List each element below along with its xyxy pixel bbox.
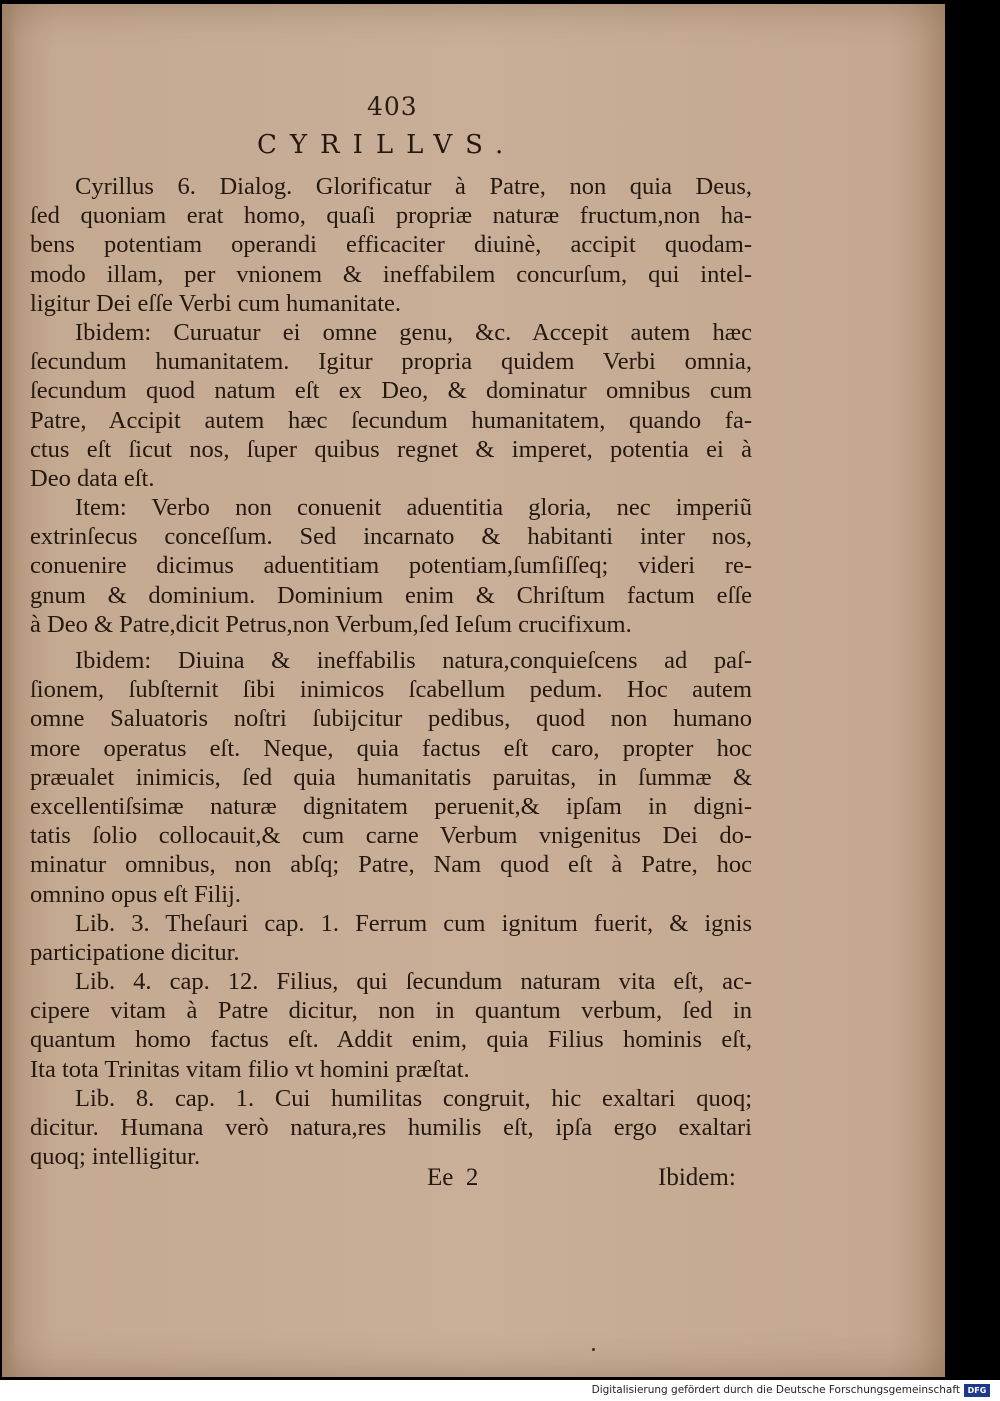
text-line: cipere vitam à Patre dicitur, non in quantum verbum, ſed in bbox=[30, 997, 752, 1025]
text-line: à Deo & Patre,dicit Petrus,non Verbum,ſed Ieſum crucifixum. bbox=[30, 610, 632, 638]
running-head: CYRILLVS. bbox=[257, 130, 517, 160]
text-line: Item: Verbo non conuenit aduentitia gloria, nec imperiũ bbox=[75, 494, 752, 522]
text-line: ſed quoniam erat homo, quaſi propriæ naturæ fructum,non ha- bbox=[30, 202, 752, 230]
text-line: ſecundum humanitatem. Igitur propria quidem Verbi omnia, bbox=[30, 348, 752, 376]
text-line: Lib. 8. cap. 1. Cui humilitas congruit, hic exaltari quoq; bbox=[75, 1084, 752, 1112]
ink-speck bbox=[592, 1348, 595, 1351]
text-line: Ita tota Trinitas vitam filio vt homini præſtat. bbox=[30, 1055, 470, 1083]
text-line: Lib. 4. cap. 12. Filius, qui ſecundum naturam vita eſt, ac- bbox=[75, 968, 752, 996]
dfg-logo: DFG bbox=[964, 1384, 990, 1397]
text-line: gnum & dominium. Dominium enim & Chriſtum factum eſſe bbox=[30, 581, 752, 609]
paragraph-gap bbox=[30, 639, 752, 646]
text-line: bens potentiam operandi efficaciter diuinè, accipit quodam- bbox=[30, 231, 752, 259]
text-line: tatis ſolio collocauit,& cum carne Verbum vnigenitus Dei do- bbox=[30, 822, 752, 850]
catchword: Ibidem: bbox=[658, 1164, 736, 1191]
page-number: 403 bbox=[367, 92, 418, 121]
text-line: extrinſecus conceſſum. Sed incarnato & habitanti inter nos, bbox=[30, 523, 752, 551]
text-line: omne Saluatoris noſtri ſubijcitur pedibus, quod non humano bbox=[30, 705, 752, 733]
text-line: Cyrillus 6. Dialog. Glorificatur à Patre, non quia Deus, bbox=[75, 173, 752, 200]
text-line: omnino opus eſt Filij. bbox=[30, 880, 241, 908]
digitization-credit: Digitalisierung gefördert durch die Deutsche Forschungsgemeinschaft bbox=[591, 1384, 960, 1396]
paragraph bbox=[30, 493, 752, 639]
text-line: præualet inimicis, ſed quia humanitatis paruitas, in ſummæ & bbox=[30, 763, 752, 791]
text-line: Ibidem: Diuina & ineffabilis natura,conquieſcens ad paſ- bbox=[75, 647, 752, 674]
text-line: dicitur. Humana verò natura,res humilis eſt, ipſa ergo exaltari bbox=[30, 1114, 752, 1141]
paragraph bbox=[30, 967, 752, 1084]
text-line: Deo data eſt. bbox=[30, 464, 155, 492]
text-line: more operatus eſt. Neque, quia factus eſt caro, propter hoc bbox=[30, 734, 752, 762]
text-line: ligitur Dei eſſe Verbi cum humanitate. bbox=[30, 289, 402, 317]
text-line: ctus eſt ſicut nos, ſuper quibus regnet & imperet, potentia ei à bbox=[30, 435, 752, 463]
text-line: Patre, Accipit autem hæc ſecundum humanitatem, quando fa- bbox=[30, 406, 752, 434]
paragraph bbox=[30, 1084, 752, 1172]
text-line: conuenire dicimus aduentitiam potentiam,ſumſiſſeq; videri re- bbox=[30, 552, 752, 580]
text-line: ſecundum quod natum eſt ex Deo, & dominatur omnibus cum bbox=[30, 377, 752, 405]
text-body bbox=[30, 172, 752, 1171]
text-line: excellentiſsimæ naturæ dignitatem peruenit,& ipſam in digni- bbox=[30, 792, 752, 820]
page-gutter bbox=[2, 4, 16, 1377]
paragraph bbox=[30, 646, 752, 909]
book-page bbox=[2, 4, 945, 1377]
text-line: Lib. 3. Theſauri cap. 1. Ferrum cum ignitum fuerit, & ignis bbox=[75, 909, 752, 937]
text-line: minatur omnibus, non abſq; Patre, Nam quod eſt à Patre, hoc bbox=[30, 851, 752, 879]
text-line: participatione dicitur. bbox=[30, 938, 240, 966]
text-line: quantum homo factus eſt. Addit enim, quia Filius hominis eſt, bbox=[30, 1026, 752, 1054]
signature-mark: Ee 2 bbox=[427, 1164, 479, 1191]
text-line: Ibidem: Curuatur ei omne genu, &c. Accepit autem hæc bbox=[75, 318, 752, 346]
text-line: modo illam, per vnionem & ineffabilem concurſum, qui intel- bbox=[30, 260, 752, 288]
paragraph bbox=[30, 909, 752, 967]
paragraph bbox=[30, 172, 752, 318]
paragraph bbox=[30, 318, 752, 493]
text-line: ſionem, ſubſternit ſibi inimicos ſcabellum pedum. Hoc autem bbox=[30, 676, 752, 704]
text-line: quoq; intelligitur. bbox=[30, 1143, 201, 1171]
